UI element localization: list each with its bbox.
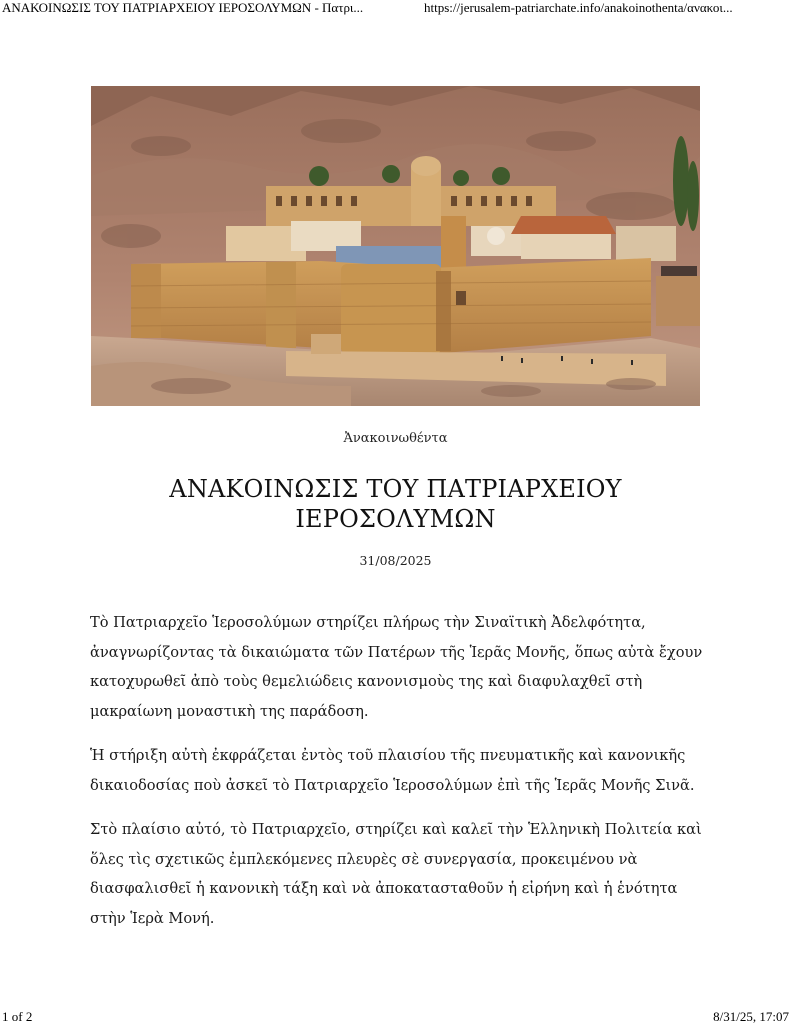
article-title: ΑΝΑΚΟΙΝΩΣΙΣ ΤΟΥ ΠΑΤΡΙΑΡΧΕΙΟΥ ΙΕΡΟΣΟΛΥΜΩΝ [169,475,622,533]
print-url: https://jerusalem-patriarchate.info/anakoinothenta/ανακοι... [424,0,733,15]
article-category[interactable]: Ἀνακοινωθέντα [343,431,448,446]
article-paragraph-2: Ἡ στήριξη αὐτὴ ἐκφράζεται ἐντὸς τοῦ πλαισίου τῆς πνευματικῆς καὶ κανονικῆς δικαιοδοσίας ποὺ ἀσκεῖ τὸ Πατριαρχεῖο Ἱεροσολύμων ἐπὶ τῆς Ἱερᾶς Μονῆς Σινᾶ. [90,747,695,794]
print-footer [0,1009,791,1024]
article-paragraph-1: Τὸ Πατριαρχεῖο Ἱεροσολύμων στηρίζει πλήρως τὴν Σιναϊτικὴ Ἀδελφότητα, ἀναγνωρίζοντας τὰ δικαιώματα τῶν Πατέρων τῆς Ἱερᾶς Μονῆς, ὅπως αὐτὰ ἔχουν κατοχυρωθεῖ ἀπὸ τοὺς θεμελιώδεις κανονισμοὺς της καὶ διαφυλαχθεῖ στὴ μακραίωνη μοναστικὴ της παράδοση. [90,614,703,720]
print-header [0,0,791,18]
page-number: 1 of 2 [2,1009,33,1024]
print-page-title: ΑΝΑΚΟΙΝΩΣΙΣ ΤΟΥ ΠΑΤΡΙΑΡΧΕΙΟΥ ΙΕΡΟΣΟΛΥΜΩΝ - Πατρι... [2,0,364,15]
monastery-photo [91,86,700,406]
article-body [90,608,708,948]
hero-image [91,86,700,406]
article-paragraph-3: Στὸ πλαίσιο αὐτό, τὸ Πατριαρχεῖο, στηρίζει καὶ καλεῖ τὴν Ἑλληνικὴ Πολιτεία καὶ ὅλες τὶς σχετικῶς ἐμπλεκόμενες πλευρὲς σὲ συνεργασία, προκειμένου νὰ διασφαλισθεῖ ἡ κανονικὴ τάξη καὶ νὰ ἀποκατασταθοῦν ἡ εἰρήνη καὶ ἡ ἑνότητα στὴν Ἱερὰ Μονή. [90,821,702,927]
print-timestamp: 8/31/25, 17:07 [713,1009,789,1024]
article-date: 31/08/2025 [359,553,432,568]
